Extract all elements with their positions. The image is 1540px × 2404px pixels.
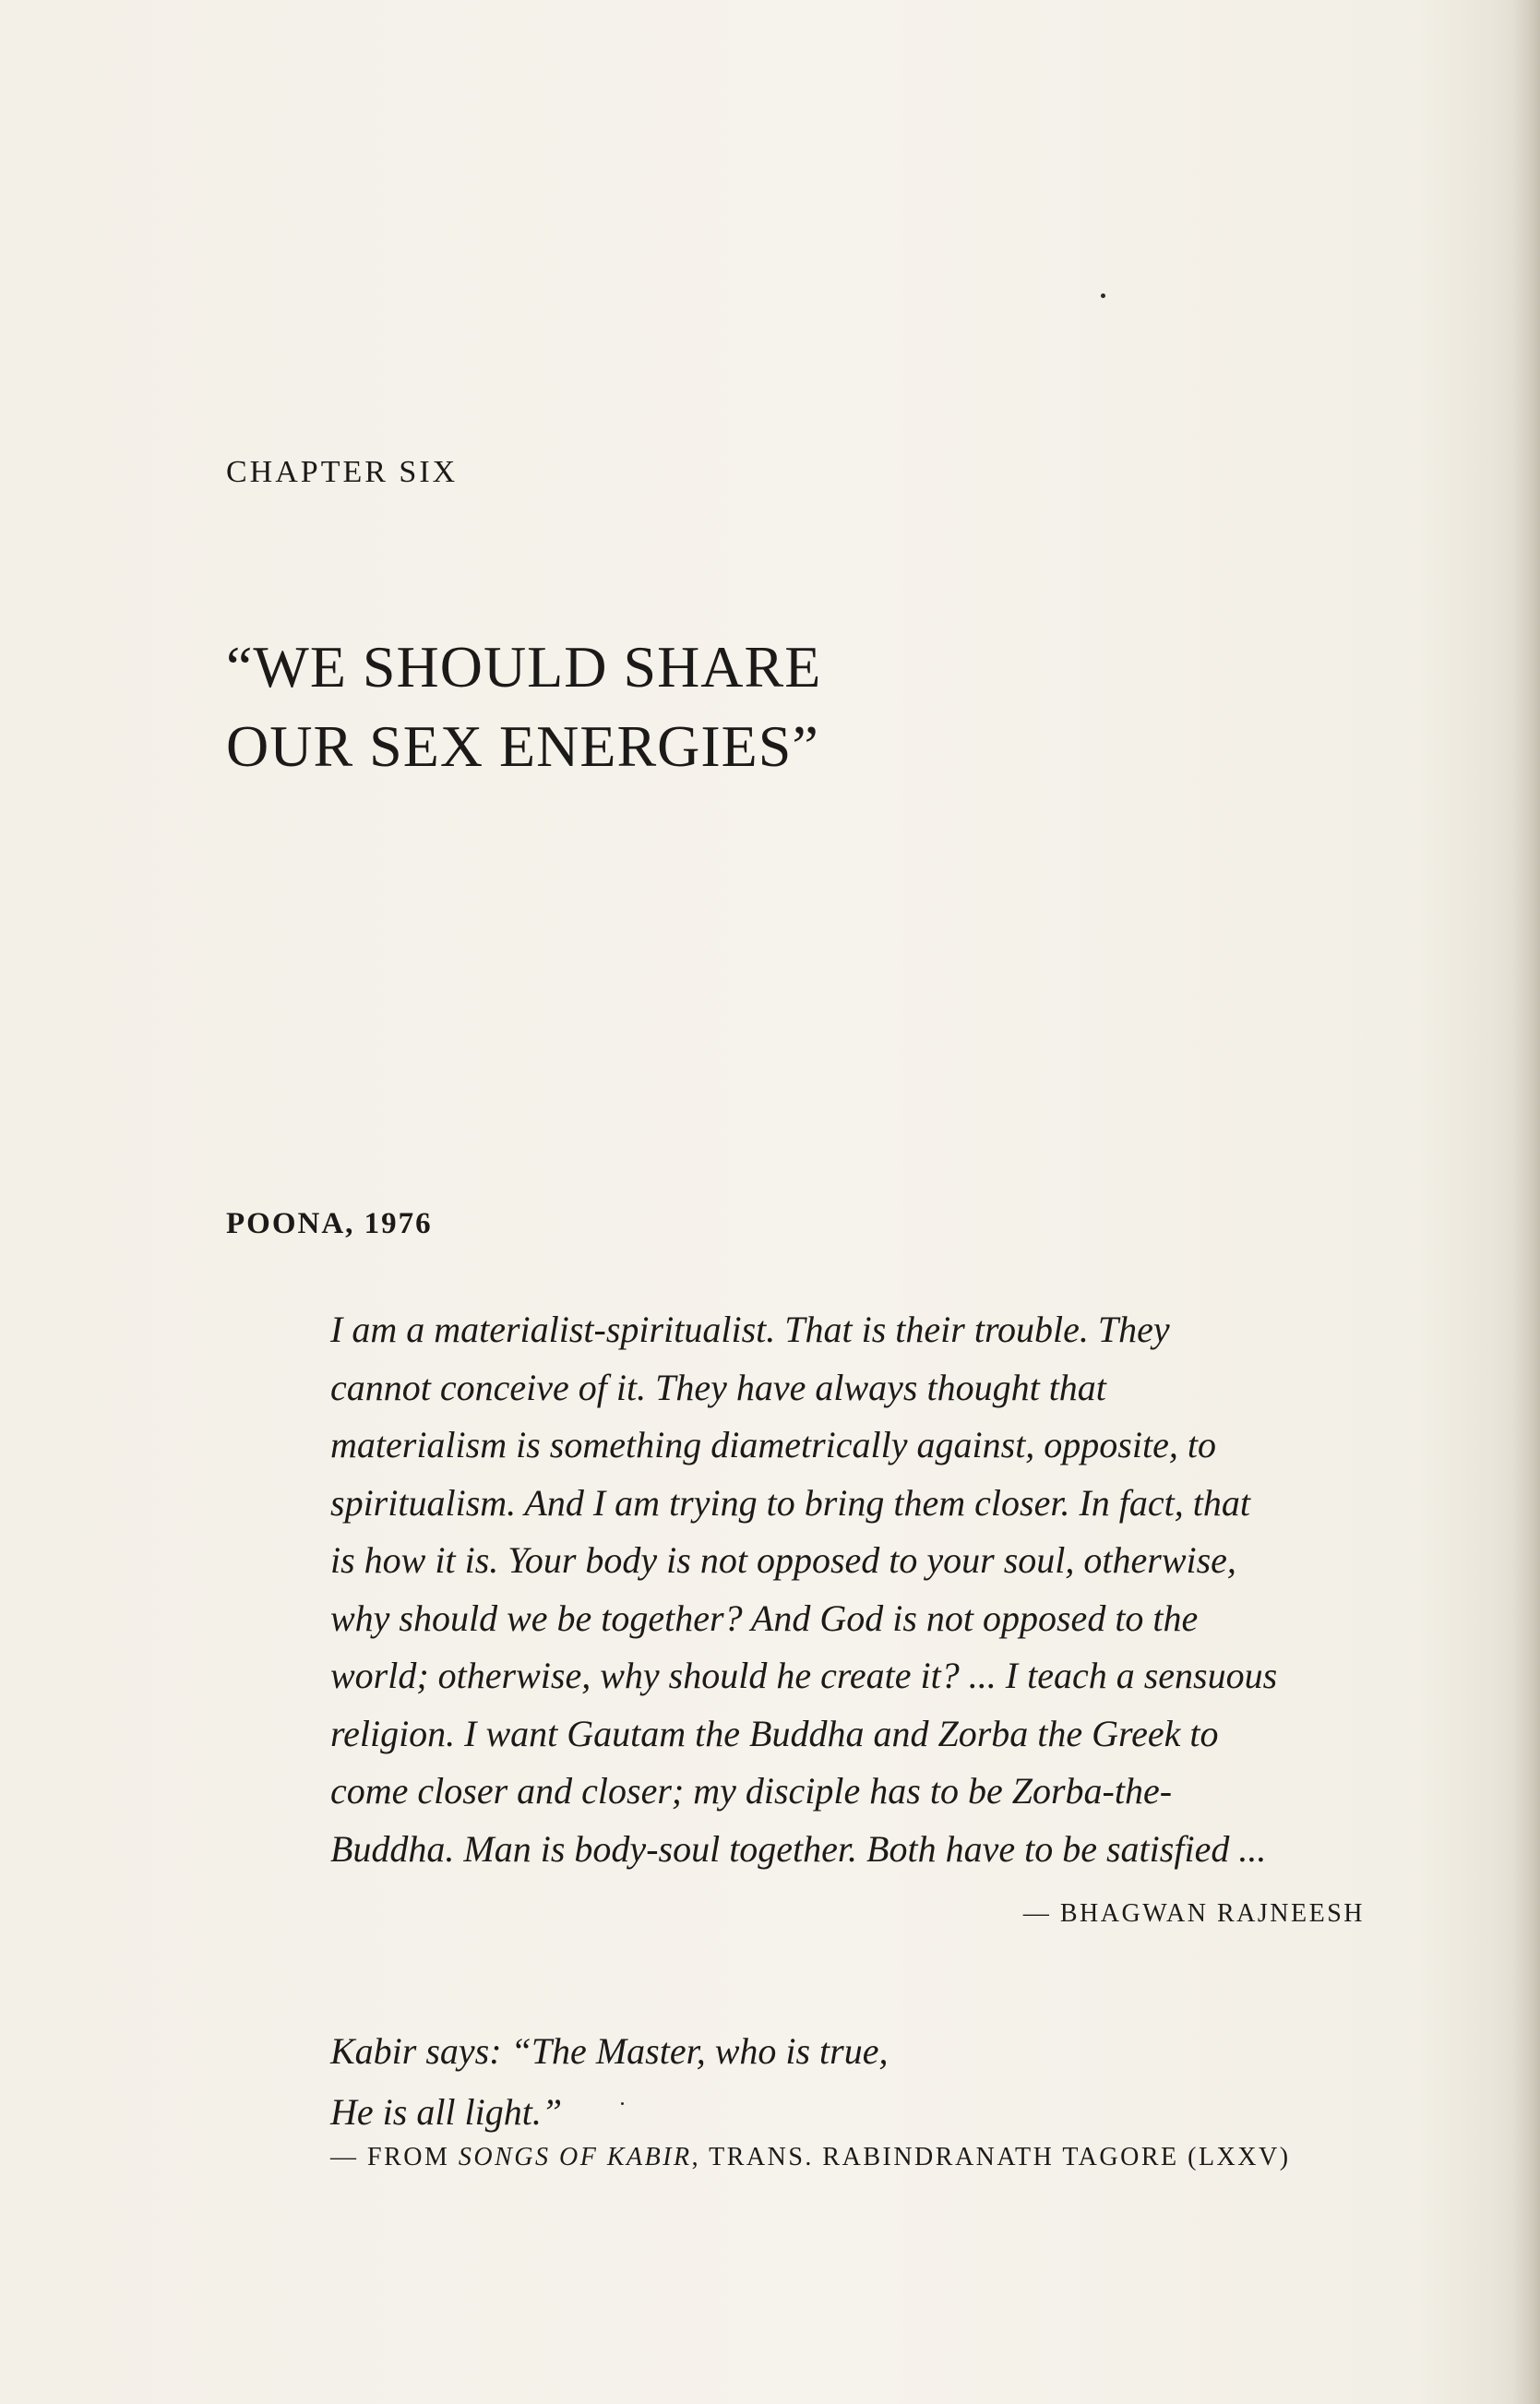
attribution-book-title: SONGS OF KABIR: [458, 2143, 692, 2171]
quote-line: world; otherwise, why should he create it? ... I teach a sensuous: [330, 1655, 1278, 1696]
verse-attribution: [330, 2143, 1291, 2172]
chapter-title: [226, 628, 821, 786]
page-edge-shadow: [1512, 0, 1540, 2404]
quote-line: I am a materialist-spiritualist. That is their trouble. They: [330, 1309, 1170, 1350]
chapter-title-line: “WE SHOULD SHARE: [226, 634, 822, 700]
quote-line: why should we be together? And God is not opposed to the: [330, 1597, 1199, 1639]
quote-line: come closer and closer; my disciple has to be Zorba-the-: [330, 1770, 1173, 1812]
verse-line: Kabir says: “The Master, who is true,: [330, 2030, 889, 2072]
quote-line: cannot conceive of it. They have always thought that: [330, 1366, 1106, 1408]
attribution-prefix: — FROM: [330, 2143, 459, 2171]
verse-line: He is all light.”: [330, 2091, 563, 2133]
quote-attribution: — BHAGWAN RAJNEESH: [1022, 1899, 1365, 1928]
attribution-suffix: , TRANS. RABINDRANATH TAGORE (LXXV): [691, 2143, 1291, 2171]
chapter-title-line: OUR SEX ENERGIES”: [226, 713, 819, 779]
quote-line: is how it is. Your body is not opposed to your soul, otherwise,: [330, 1539, 1236, 1581]
epigraph-verse: [330, 2021, 889, 2143]
quote-line: Buddha. Man is body-soul together. Both have to be satisfied ...: [330, 1827, 1267, 1870]
scan-speck: [1101, 293, 1105, 298]
place-date-heading: POONA, 1976: [226, 1207, 433, 1240]
quote-line: materialism is something diametrically against, opposite, to: [330, 1424, 1216, 1465]
chapter-label: CHAPTER SIX: [226, 455, 459, 489]
quote-line: religion. I want Gautam the Buddha and Zorba the Greek to: [330, 1712, 1219, 1754]
quote-line: spiritualism. And I am trying to bring them closer. In fact, that: [330, 1481, 1251, 1524]
epigraph-quote: [330, 1301, 1373, 1878]
scan-speck: [621, 2102, 624, 2105]
